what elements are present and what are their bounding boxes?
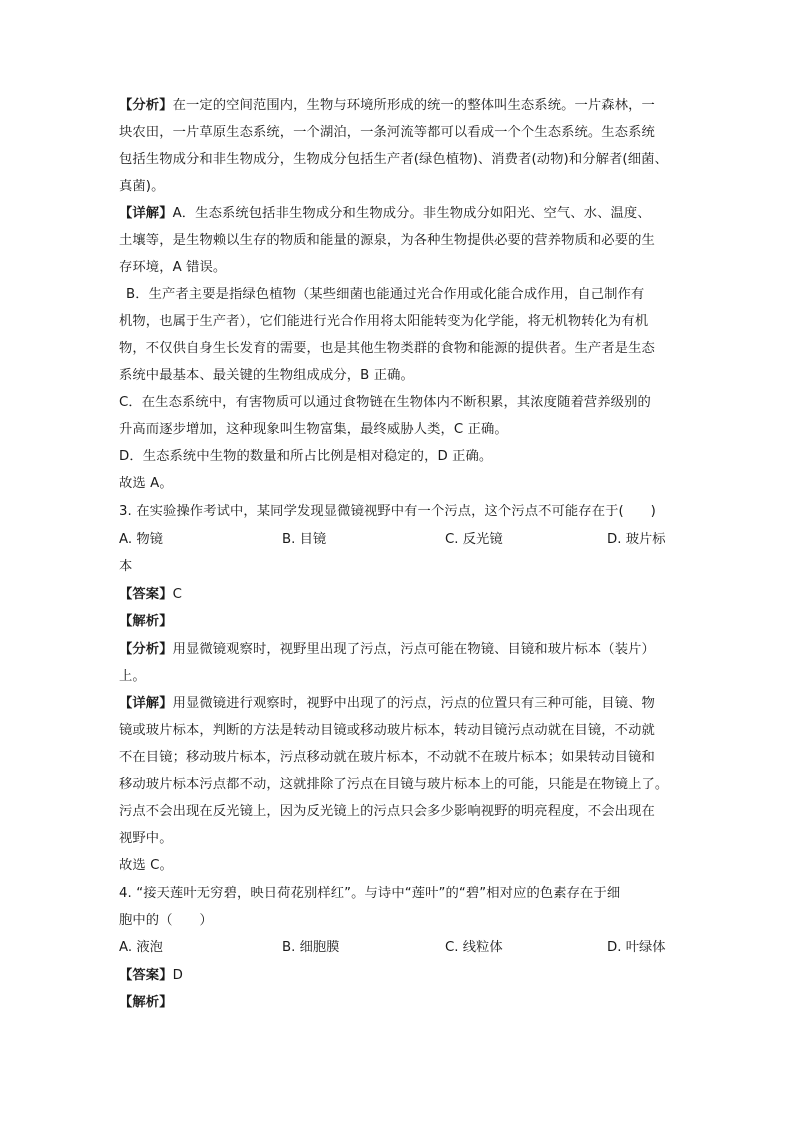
q3-explain-tag: 【解析】 <box>119 614 173 629</box>
q3-option-a: A. 物镜 <box>119 532 163 547</box>
analysis-q2-line-3: 包括生物成分和非生物成分，生物成分包括生产者(绿色植物)、消费者(动物)和分解者(细菌、 <box>119 152 668 167</box>
q3-detail-line-6: 视野中。 <box>119 831 173 846</box>
q3-option-b: B. 目镜 <box>282 532 327 547</box>
q3-option-d-wrap: 本 <box>119 559 133 574</box>
answer-tag: 【答案】 <box>119 968 173 983</box>
detail-tag: 【详解】 <box>119 206 173 221</box>
detail-q2-line-11: 故选 A。 <box>119 476 173 491</box>
q4-answer: 【答案】D <box>119 968 183 983</box>
q3-detail-line-7: 故选 C。 <box>119 858 173 873</box>
q3-option-c: C. 反光镜 <box>445 532 503 547</box>
q3-detail-line-1: 【详解】用显微镜进行观察时，视野中出现了的污点，污点的位置只有三种可能，目镜、物 <box>119 696 655 711</box>
q3-answer: 【答案】C <box>119 587 182 602</box>
detail-q2-line-1: 【详解】A．生态系统包括非生物成分和生物成分。非生物成分如阳光、空气、水、温度、 <box>119 206 651 221</box>
detail-q2-line-6: 物，不仅供自身生长发育的需要，也是其他生物类群的食物和能源的提供者。生产者是生态 <box>119 341 655 356</box>
analysis-tag: 【分析】 <box>119 98 173 113</box>
detail-q2-line-2: 土壤等，是生物赖以生存的物质和能量的源泉，为各种生物提供必要的营养物质和必要的生 <box>119 233 655 248</box>
q3-analysis-line-1: 【分析】用显微镜观察时，视野里出现了污点，污点可能在物镜、目镜和玻片标本（装片） <box>119 642 655 657</box>
q4-stem-line-1: 4. “接天莲叶无穷碧，映日荷花别样红”。与诗中“莲叶”的“碧”相对应的色素存在于细 <box>119 886 621 901</box>
q3-detail-line-2: 镜或玻片标本，判断的方法是转动目镜或移动玻片标本，转动目镜污点动就在目镜，不动就 <box>119 723 655 738</box>
q3-stem: 3. 在实验操作考试中，某同学发现显微镜视野中有一个污点，这个污点不可能存在于( ) <box>119 504 656 519</box>
q3-analysis-line-2: 上。 <box>119 669 146 684</box>
detail-q2-line-7: 系统中最基本、最关键的生物组成成分，B 正确。 <box>119 368 414 383</box>
q4-option-b: B. 细胞膜 <box>282 940 340 955</box>
q4-option-d: D. 叶绿体 <box>607 940 666 955</box>
q4-option-a: A. 液泡 <box>119 940 163 955</box>
q4-stem-line-2: 胞中的（ ） <box>119 913 213 928</box>
q3-detail-line-5: 污点不会出现在反光镜上，因为反光镜上的污点只会多少影响视野的明亮程度，不会出现在 <box>119 804 655 819</box>
q4-option-c: C. 线粒体 <box>445 940 503 955</box>
analysis-q2-line-2: 块农田，一片草原生态系统，一个湖泊，一条河流等都可以看成一个个生态系统。生态系统 <box>119 125 655 140</box>
detail-q2-line-4: B．生产者主要是指绿色植物（某些细菌也能通过光合作用或化能合成作用，自己制作有 <box>126 287 645 302</box>
detail-q2-line-9: 升高而逐步增加，这种现象叫生物富集，最终威胁人类，C 正确。 <box>119 422 508 437</box>
q3-detail-line-3: 不在目镜；移动玻片标本，污点移动就在玻片标本，不动就不在玻片标本；如果转动目镜和 <box>119 750 655 765</box>
detail-q2-line-3: 存环境，A 错误。 <box>119 260 227 275</box>
q3-option-d: D. 玻片标 <box>607 532 666 547</box>
answer-tag: 【答案】 <box>119 587 173 602</box>
analysis-q2-line-4: 真菌)。 <box>119 179 165 194</box>
analysis-q2-line-1: 【分析】在一定的空间范围内，生物与环境所形成的统一的整体叫生态系统。一片森林，一 <box>119 98 655 113</box>
detail-q2-line-10: D．生态系统中生物的数量和所占比例是相对稳定的，D 正确。 <box>119 449 493 464</box>
detail-q2-line-5: 机物，也属于生产者），它们能进行光合作用将太阳能转变为化学能，将无机物转化为有机 <box>119 314 649 329</box>
q4-explain-tag: 【解析】 <box>119 995 173 1010</box>
detail-tag: 【详解】 <box>119 696 173 711</box>
detail-q2-line-8: C．在生态系统中，有害物质可以通过食物链在生物体内不断积累，其浓度随着营养级别的 <box>119 395 651 410</box>
analysis-tag: 【分析】 <box>119 642 173 657</box>
q3-detail-line-4: 移动玻片标本污点都不动，这就排除了污点在目镜与玻片标本上的可能，只能是在物镜上了。 <box>119 777 669 792</box>
